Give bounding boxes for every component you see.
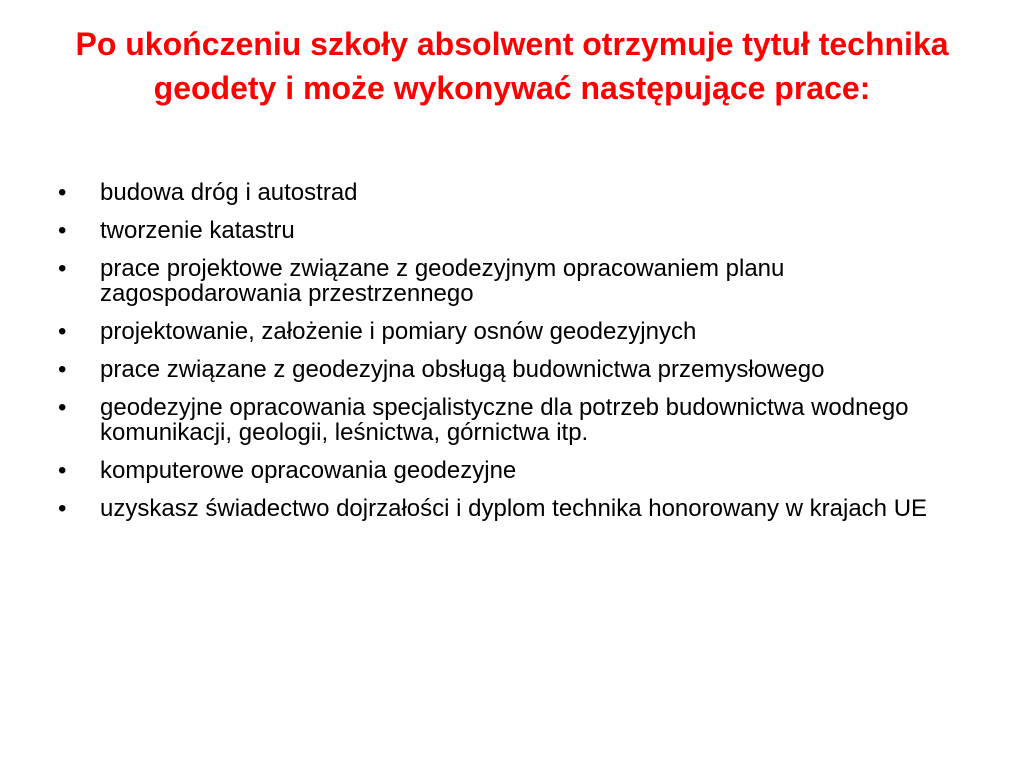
bullet-text: budowa dróg i autostrad — [100, 179, 358, 206]
bullet-icon: • — [58, 457, 67, 484]
bullet-item — [58, 256, 958, 306]
bullet-text: geodezyjne opracowania specjalistyczne dla potrzeb budownictwa wodnego komunikacji, geologii, leśnictwa, górnictwa itp. — [100, 394, 909, 446]
bullet-text: komputerowe opracowania geodezyjne — [100, 457, 517, 484]
bullet-text: tworzenie katastru — [100, 217, 295, 244]
bullet-item — [58, 395, 958, 445]
bullet-text: projektowanie, założenie i pomiary osnów geodezyjnych — [100, 318, 697, 345]
bullet-item — [58, 218, 958, 243]
bullet-text: uzyskasz świadectwo dojrzałości i dyplom technika honorowany w krajach UE — [100, 495, 928, 522]
bullet-icon: • — [58, 495, 67, 522]
bullet-list — [58, 180, 958, 534]
bullet-item — [58, 180, 958, 205]
bullet-icon: • — [58, 356, 67, 383]
bullet-item — [58, 458, 958, 483]
bullet-icon: • — [58, 394, 67, 421]
bullet-icon: • — [58, 255, 67, 282]
bullet-icon: • — [58, 179, 67, 206]
bullet-text: prace związane z geodezyjna obsługą budownictwa przemysłowego — [100, 356, 825, 383]
bullet-item — [58, 496, 958, 521]
bullet-icon: • — [58, 217, 67, 244]
slide-title: Po ukończeniu szkoły absolwent otrzymuje tytuł technika geodety i może wykonywać następujące prace: — [75, 26, 949, 106]
bullet-item — [58, 319, 958, 344]
bullet-text: prace projektowe związane z geodezyjnym opracowaniem planu zagospodarowania przestrzennego — [100, 255, 785, 307]
bullet-icon: • — [58, 318, 67, 345]
bullet-item — [58, 357, 958, 382]
